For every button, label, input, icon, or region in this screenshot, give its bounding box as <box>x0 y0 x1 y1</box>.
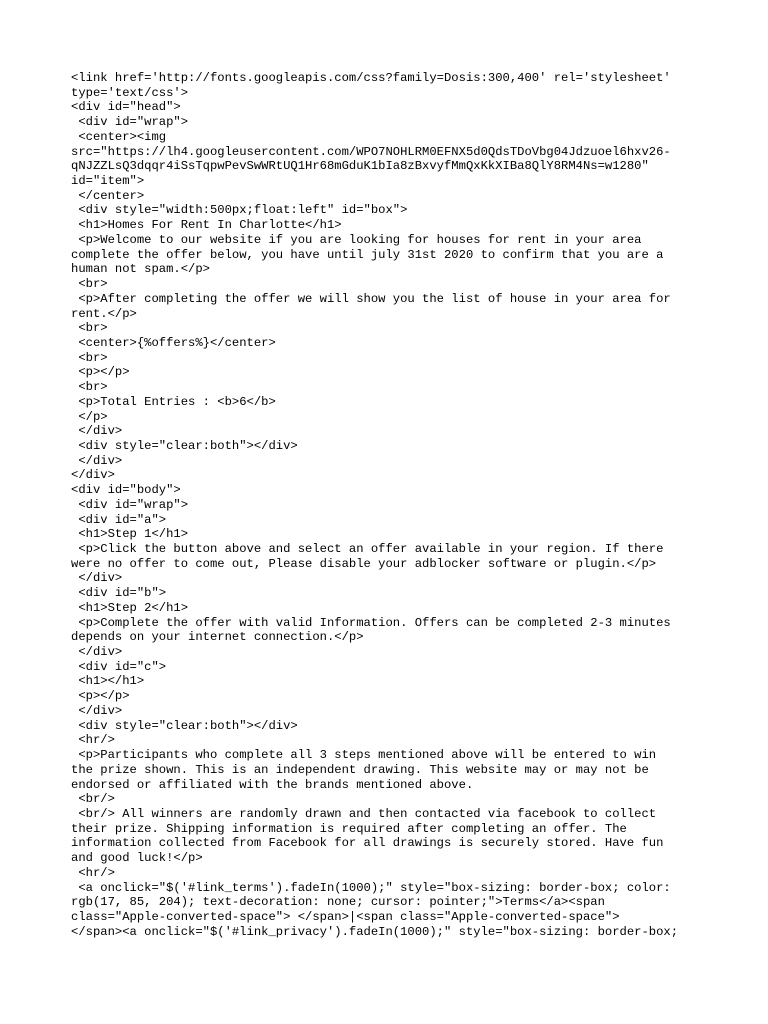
source-line: <center>{%offers%}</center> <box>71 335 276 350</box>
source-line: <h1></h1> <box>71 674 145 689</box>
source-line: <div style="clear:both"></div> <box>71 718 298 733</box>
source-line: <br/> All winners are randomly drawn and then contacted via facebook to collect <box>71 806 657 821</box>
source-line: the prize shown. This is an independent drawing. This website may or may not be <box>71 762 649 777</box>
source-line: <h1>Homes For Rent In Charlotte</h1> <box>71 218 342 233</box>
source-line: rgb(17, 85, 204); text-decoration: none; cursor: pointer;">Terms</a><span <box>71 895 605 910</box>
source-line: </div> <box>71 571 123 586</box>
source-line: <div id="wrap"> <box>71 115 189 130</box>
source-line: endorsed or affiliated with the brands mentioned above. <box>71 777 474 792</box>
source-line: <br> <box>71 350 108 365</box>
source-line: <p>After completing the offer we will show you the list of house in your area for <box>71 291 671 306</box>
source-line: rent.</p> <box>71 306 137 321</box>
source-line: type='text/css'> <box>71 85 189 100</box>
source-line: <p>Total Entries : <b>6</b> <box>71 394 276 409</box>
source-line: <br> <box>71 277 108 292</box>
source-line: </div> <box>71 453 123 468</box>
source-line: complete the offer below, you have until july 31st 2020 to confirm that you are a <box>71 247 664 262</box>
source-line: <h1>Step 2</h1> <box>71 600 189 615</box>
source-line: <p>Complete the offer with valid Information. Offers can be completed 2-3 minutes <box>71 615 671 630</box>
source-line: <div id="c"> <box>71 659 167 674</box>
source-line: <p></p> <box>71 689 130 704</box>
source-line: </div> <box>71 468 115 483</box>
source-line: <p>Welcome to our website if you are looking for houses for rent in your area <box>71 232 642 247</box>
source-line: <br> <box>71 380 108 395</box>
source-line: <p>Participants who complete all 3 steps mentioned above will be entered to win <box>71 748 657 763</box>
source-line: </div> <box>71 703 123 718</box>
source-line: <p></p> <box>71 365 130 380</box>
source-line: </span><a onclick="$('#link_privacy').fadeIn(1000);" style="box-sizing: border-box; <box>71 924 679 939</box>
source-line: their prize. Shipping information is required after completing an offer. The <box>71 821 627 836</box>
source-line: class="Apple-converted-space"> </span>|<span class="Apple-converted-space"> <box>71 909 620 924</box>
source-line: </div> <box>71 424 123 439</box>
source-line: <link href='http://fonts.googleapis.com/css?family=Dosis:300,400' rel='stylesheet' <box>71 71 671 85</box>
source-line: and good luck!</p> <box>71 851 203 866</box>
source-line: id="item"> <box>71 174 145 189</box>
source-line: depends on your internet connection.</p> <box>71 630 364 645</box>
source-line: <div id="body"> <box>71 483 181 498</box>
source-line: <div id="b"> <box>71 586 167 601</box>
source-line: </div> <box>71 645 123 660</box>
source-line: <div id="head"> <box>71 100 181 115</box>
source-line: qNJZZLsQ3dqqr4iSsTqpwPevSwWRtUQ1Hr68mGduK1bIa8zBxvyfMmQxKkXIBa8QlY8RM4Ns=w1280" <box>71 159 649 174</box>
source-line: </p> <box>71 409 108 424</box>
source-line: <a onclick="$('#link_terms').fadeIn(1000);" style="box-sizing: border-box; color: <box>71 880 671 895</box>
source-line: <div id="a"> <box>71 512 167 527</box>
source-line: </center> <box>71 188 145 203</box>
document-page <box>71 71 701 939</box>
source-line: information collected from Facebook for all drawings is securely stored. Have fun <box>71 836 664 851</box>
source-line: <div style="width:500px;float:left" id="box"> <box>71 203 408 218</box>
source-line: <div id="wrap"> <box>71 497 189 512</box>
source-line: <hr/> <box>71 733 115 748</box>
source-line: <hr/> <box>71 865 115 880</box>
source-line: src="https://lh4.googleusercontent.com/WPO7NOHLRM0EFNX5d0QdsTDoVbg04Jdzuoel6hxv26- <box>71 144 671 159</box>
source-line: were no offer to come out, Please disable your adblocker software or plugin.</p> <box>71 556 657 571</box>
source-line: <br/> <box>71 792 115 807</box>
source-line: <div style="clear:both"></div> <box>71 438 298 453</box>
source-line: <center><img <box>71 129 167 144</box>
source-line: <br> <box>71 321 108 336</box>
source-line: <p>Click the button above and select an offer available in your region. If there <box>71 542 664 556</box>
source-line: <h1>Step 1</h1> <box>71 527 189 542</box>
source-line: human not spam.</p> <box>71 262 210 277</box>
